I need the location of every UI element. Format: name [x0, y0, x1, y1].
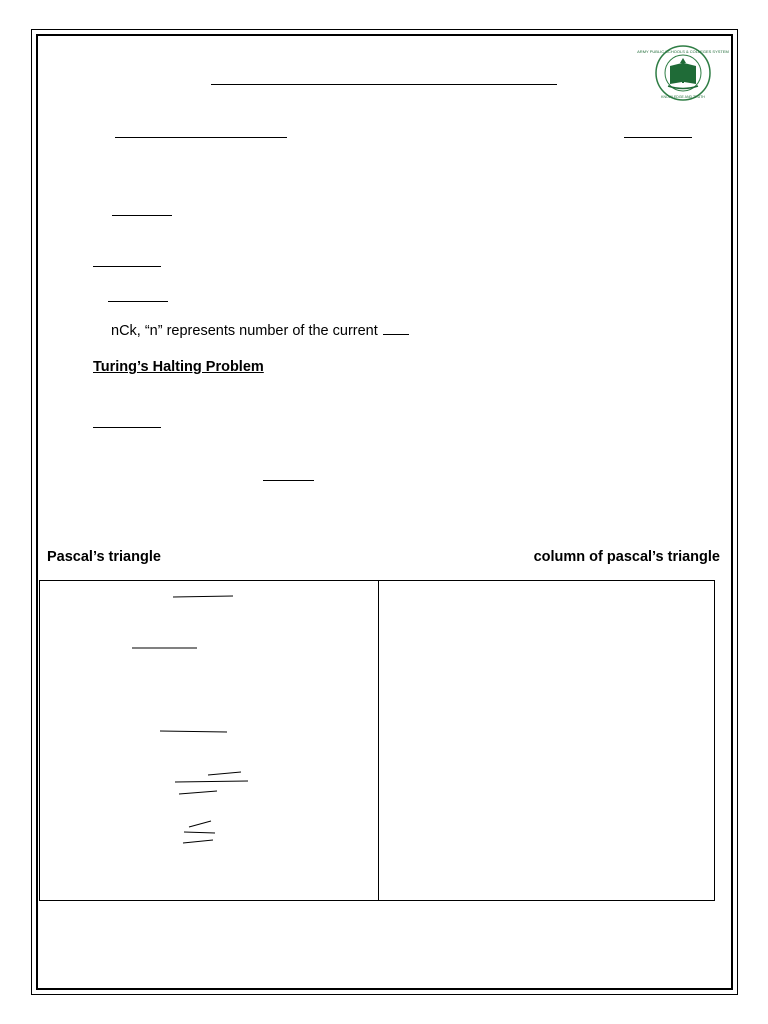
table-divider — [378, 581, 379, 900]
nck-sentence-text: nCk, “n” represents number of the current — [111, 323, 378, 339]
date-blank-line — [624, 137, 692, 138]
blank-line-1 — [112, 215, 172, 216]
pascal-table — [39, 580, 715, 901]
pascal-triangle-label: Pascal’s triangle — [47, 549, 161, 565]
nck-sentence — [111, 322, 409, 339]
logo-ring-text: ARMY PUBLIC SCHOOLS & COLLEGES SYSTEM — [637, 49, 729, 54]
school-logo-icon — [637, 44, 729, 102]
nck-answer-blank — [383, 322, 409, 335]
name-blank-line — [115, 137, 287, 138]
blank-line-3 — [108, 301, 168, 302]
pascal-column-label: column of pascal’s triangle — [533, 549, 720, 565]
blank-line-4 — [93, 427, 161, 428]
blank-line-2 — [93, 266, 161, 267]
logo-motto-text: KNOWLEDGE AND TRUTH — [661, 95, 705, 99]
blank-line-5 — [263, 480, 314, 481]
title-blank-line — [211, 84, 557, 85]
turing-heading: Turing’s Halting Problem — [93, 359, 264, 375]
